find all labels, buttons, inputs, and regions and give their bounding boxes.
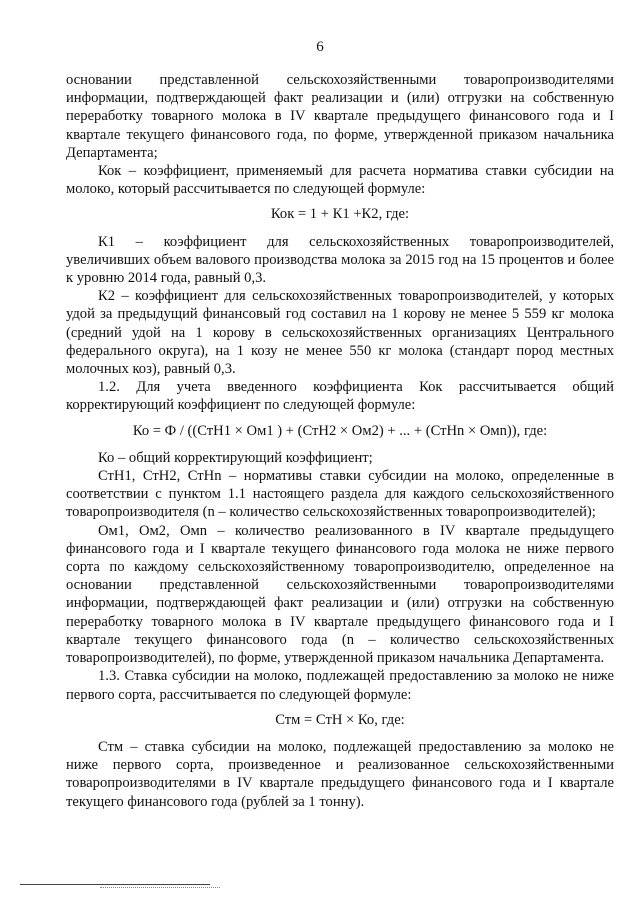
paragraph-intro: основании представленной сельскохозяйственными товаропроизводителями информации, подтверждающей факт реализации и (или) отгрузки на собственную переработку товарного молока в IV квартале предыдущего финансового года и I квартале текущего финансового года, по форме, утвержденной приказом начальника Департамента;: [66, 72, 614, 161]
footer-rule-dotted: [100, 887, 220, 888]
paragraph-ko-def: Ко – общий корректирующий коэффициент;: [98, 449, 373, 466]
formula-stm: Стм = СтН × Ко, где:: [275, 711, 405, 728]
paragraph-k2: К2 – коэффициент для сельскохозяйственных товаропроизводителей, у которых удой за предыдущий финансовый год составил на 1 корову не менее 5 559 кг молока (средний удой на 1 корову в сельскохозяйственных организациях Центрального федерального округа), на 1 козу не менее 550 кг молока (стандарт пород местных молочных коз), равный 0,3.: [66, 288, 614, 378]
formula-ko: Ко = Ф / ((СтН1 × Ом1 ) + (СтН2 × Ом2) + ... + (СтНn × Омn)), где:: [132, 422, 548, 439]
footer-rule: [20, 884, 210, 885]
document-body: [66, 71, 614, 811]
paragraph-kok-def: Кок – коэффициент, применяемый для расчета норматива ставки субсидии на молоко, который рассчитывается по следующей формуле:: [66, 163, 614, 198]
page-number: 6: [316, 39, 324, 55]
paragraph-om-def: Ом1, Ом2, Омn – количество реализованного в IV квартале предыдущего финансового года и I квартале текущего финансового года молока не ниже первого сорта по каждому сельскохозяйственному товаропроизводителю, определенное на основании представленной сельскохозяйственными товаропроизводителями информации, подтверждающей факт реализации и (или) отгрузки на собственную переработку товарного молока в IV квартале предыдущего финансового года и I квартале текущего финансового года (n – количество сельскохозяйственных товаропроизводителей), по форме, утвержденной приказом начальника Департамента.: [66, 522, 614, 667]
paragraph-1-2: 1.2. Для учета введенного коэффициента Кок рассчитывается общий корректирующий коэффициент по следующей формуле:: [66, 379, 614, 414]
paragraph-stn-def: СтН1, СтН2, СтНn – нормативы ставки субсидии на молоко, определенные в соответствии с пунктом 1.1 настоящего раздела для каждого сельскохозяйственного товаропроизводителя (n – количество сельскохозяйственных товаропроизводителей);: [66, 468, 614, 521]
formula-kok: Кок = 1 + К1 +К2, где:: [270, 206, 410, 223]
paragraph-1-3: 1.3. Ставка субсидии на молоко, подлежащей предоставлению за молоко не ниже первого сорта, рассчитывается по следующей формуле:: [66, 668, 614, 703]
paragraph-stm-def: Стм – ставка субсидии на молоко, подлежащей предоставлению за молоко не ниже первого сорта, произведенное и реализованное сельскохозяйственными товаропроизводителями в IV квартале предыдущего финансового года и I квартале текущего финансового года (рублей за 1 тонну).: [66, 738, 614, 810]
paragraph-k1: К1 – коэффициент для сельскохозяйственных товаропроизводителей, увеличивших объем валового производства молока за 2015 год на 15 процентов и более к уровню 2014 года, равный 0,3.: [66, 233, 614, 287]
